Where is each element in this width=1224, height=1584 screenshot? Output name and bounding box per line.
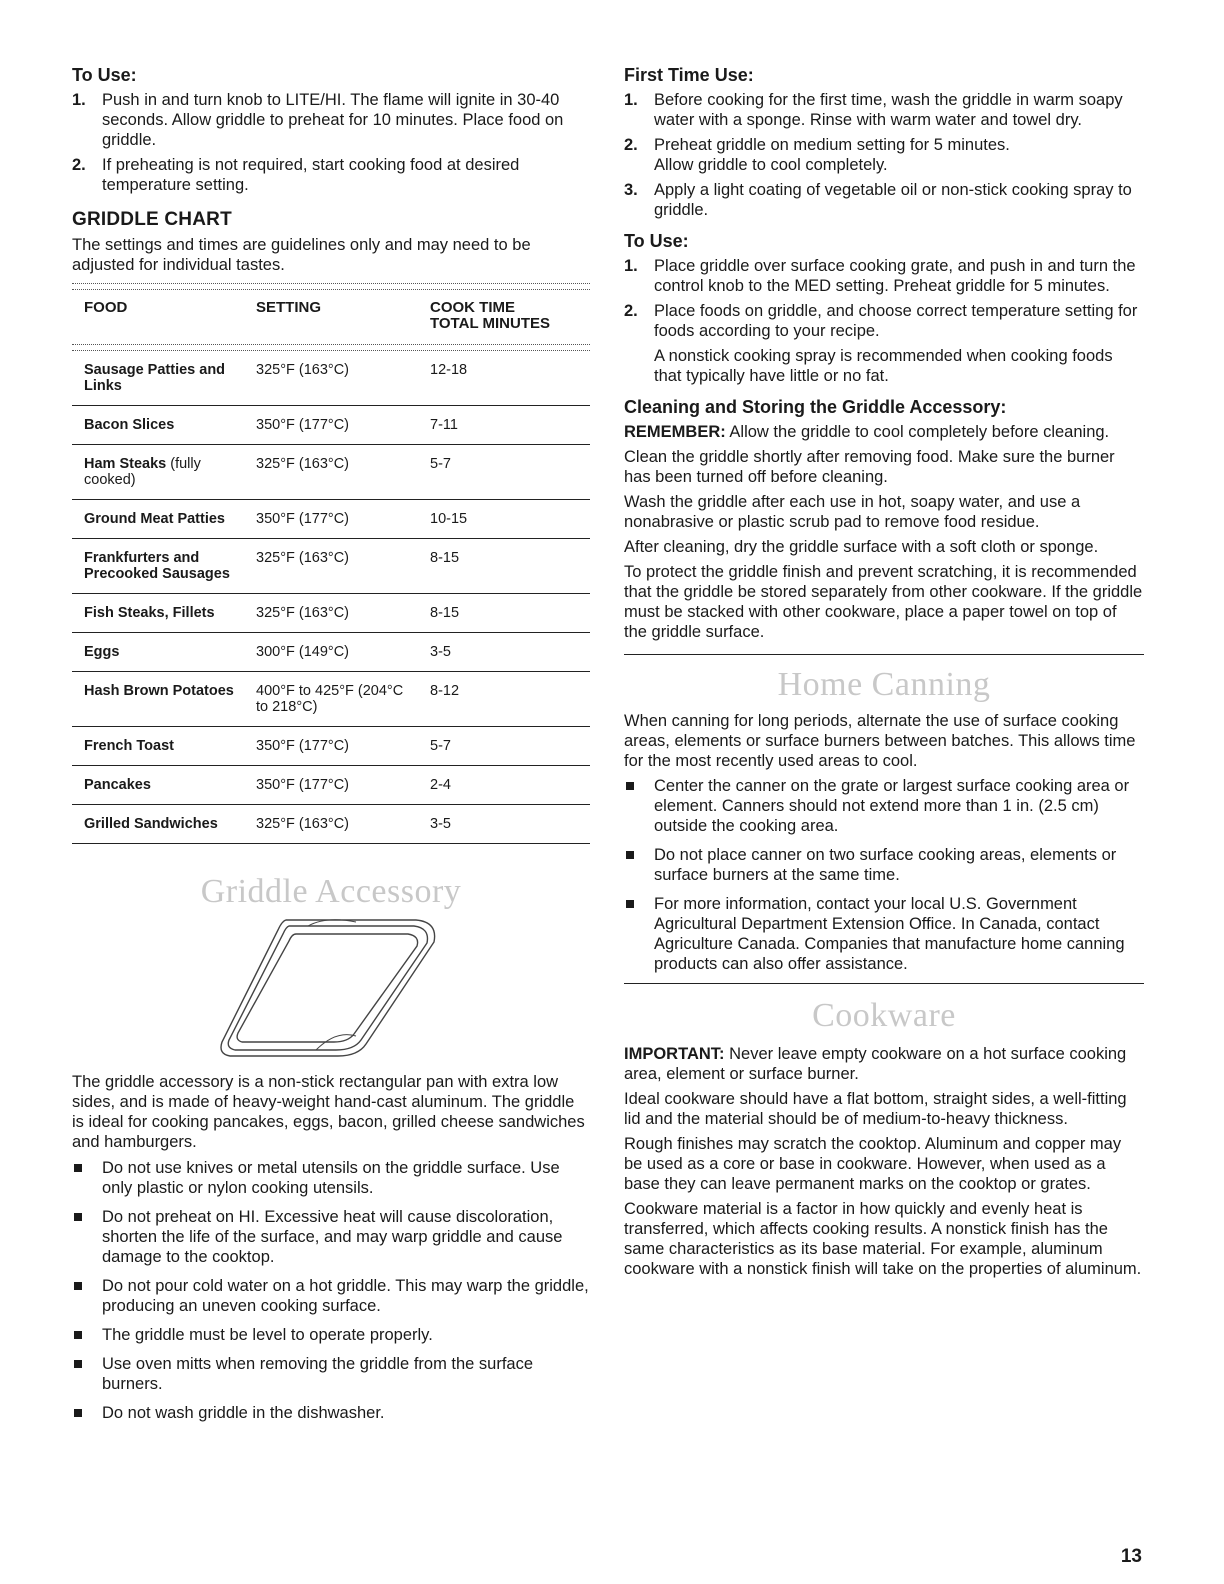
bullet-icon (626, 782, 634, 790)
list-item: 2. Preheat griddle on medium setting for 5 minutes. Allow griddle to cool completely. (624, 136, 1010, 174)
cleaning-paragraph: To protect the griddle finish and prevent scratching, it is recommended that the griddle be stored separately from other cookware. If the griddle must be stacked with other cookware, place a paper towel on top of the griddle surface. (624, 563, 1143, 641)
list-item: For more information, contact your local U.S. Government Agricultural Department Extension Office. In Canada, contact Agriculture Canada. Companies that manufacture home canning products can also offer assistance. (624, 894, 1144, 974)
cook-time-cell: 3-5 (414, 633, 590, 672)
bullet-icon (74, 1282, 82, 1290)
table-header-row (72, 290, 590, 344)
bullet-icon (626, 900, 634, 908)
bullet-icon (74, 1164, 82, 1172)
chart-header-rule (72, 344, 590, 351)
table-row (72, 672, 590, 727)
table-row (72, 594, 590, 633)
cook-time-cell: 7-11 (414, 406, 590, 445)
cook-time-cell: 8-15 (414, 539, 590, 594)
list-item: Do not pour cold water on a hot griddle. This may warp the griddle, producing an uneven cooking surface. (72, 1276, 590, 1316)
to-use-steps-right (624, 256, 1144, 386)
griddle-chart-heading: GRIDDLE CHART (72, 209, 232, 230)
list-item: 2. If preheating is not required, start cooking food at desired temperature setting. (72, 156, 520, 194)
cook-time-cell: 2-4 (414, 766, 590, 805)
home-canning-title: Home Canning (777, 666, 991, 703)
cleaning-heading: Cleaning and Storing the Griddle Accessory: (624, 397, 1007, 417)
setting-cell: 325°F (163°C) (244, 539, 414, 594)
list-item: Use oven mitts when removing the griddle from the surface burners. (72, 1354, 590, 1394)
list-item: Do not place canner on two surface cooking areas, elements or surface burners at the same time. (624, 845, 1144, 885)
table-row (72, 633, 590, 672)
list-item: Do not use knives or metal utensils on the griddle surface. Use only plastic or nylon cooking utensils. (72, 1158, 590, 1198)
bullet-icon (74, 1360, 82, 1368)
cook-time-cell: 10-15 (414, 500, 590, 539)
griddle-accessory-title: Griddle Accessory (200, 873, 462, 910)
cookware-paragraph: Ideal cookware should have a flat bottom, straight sides, a well-fitting lid and the material should be of medium-to-heavy thickness. (624, 1090, 1127, 1128)
cleaning-paragraph: Wash the griddle after each use in hot, soapy water, and use a nonabrasive or plastic scrub pad to remove food residue. (624, 493, 1081, 531)
list-item: Center the canner on the grate or largest surface cooking area or element. Canners should not extend more than 1 in. (2.5 cm) outside the cooking area. (624, 776, 1144, 836)
cook-time-cell: 3-5 (414, 805, 590, 844)
header-setting: SETTING (256, 299, 322, 316)
food-cell: Grilled Sandwiches (72, 805, 244, 844)
griddle-illustration (216, 912, 446, 1062)
setting-cell: 350°F (177°C) (244, 406, 414, 445)
food-cell: Ham Steaks (fully cooked) (72, 445, 244, 500)
cook-time-cell: 5-7 (414, 727, 590, 766)
griddle-chart-intro: The settings and times are guidelines only and may need to be adjusted for individual tastes. (72, 236, 531, 274)
chart-top-rule (72, 283, 590, 290)
cook-time-cell: 8-12 (414, 672, 590, 727)
right-column (624, 64, 1144, 1284)
to-use-heading-right: To Use: (624, 231, 689, 251)
cleaning-paragraph: Clean the griddle shortly after removing food. Make sure the burner has been turned off before cleaning. (624, 448, 1115, 486)
list-item: 1. Place griddle over surface cooking grate, and push in and turn the control knob to the MED setting. Preheat griddle for 5 minutes. (624, 257, 1136, 295)
table-row (72, 500, 590, 539)
table-row (72, 805, 590, 844)
food-cell: Frankfurters and Precooked Sausages (72, 539, 244, 594)
section-divider (624, 983, 1144, 984)
food-cell: Sausage Patties and Links (72, 351, 244, 406)
setting-cell: 325°F (163°C) (244, 805, 414, 844)
list-item: 1. Before cooking for the first time, wash the griddle in warm soapy water with a sponge. Rinse with warm water and towel dry. (624, 91, 1123, 129)
list-item: The griddle must be level to operate properly. (72, 1325, 590, 1345)
list-item: 3. Apply a light coating of vegetable oil or non-stick cooking spray to griddle. (624, 181, 1132, 219)
bullet-icon (74, 1213, 82, 1221)
list-item: Do not preheat on HI. Excessive heat will cause discoloration, shorten the life of the surface, and may warp griddle and cause damage to the cooktop. (72, 1207, 590, 1267)
setting-cell: 300°F (149°C) (244, 633, 414, 672)
table-row (72, 445, 590, 500)
setting-cell: 350°F (177°C) (244, 766, 414, 805)
home-canning-bullets (624, 776, 1144, 974)
to-use-heading: To Use: (72, 65, 137, 85)
food-cell: Eggs (72, 633, 244, 672)
food-cell: Bacon Slices (72, 406, 244, 445)
left-column (72, 64, 590, 1432)
griddle-chart-table (72, 290, 590, 344)
griddle-accessory-bullets (72, 1158, 590, 1423)
griddle-accessory-intro: The griddle accessory is a non-stick rectangular pan with extra low sides, and is made of heavy-weight hand-cast aluminum. The griddle is ideal for cooking pancakes, eggs, bacon, grilled cheese sandwiches and hamburgers. (72, 1073, 585, 1151)
cook-time-cell: 12-18 (414, 351, 590, 406)
table-row (72, 351, 590, 406)
setting-cell: 325°F (163°C) (244, 445, 414, 500)
food-cell: Pancakes (72, 766, 244, 805)
cookware-paragraph: Cookware material is a factor in how quickly and evenly heat is transferred, which affects cooking results. A nonstick finish has the same characteristics as its base material. For example, aluminum cookware with a nonstick finish will take on the properties of aluminum. (624, 1200, 1142, 1278)
setting-cell: 325°F (163°C) (244, 594, 414, 633)
list-item: 1. Push in and turn knob to LITE/HI. The flame will ignite in 30-40 seconds. Allow griddle to preheat for 10 minutes. Place food on griddle. (72, 91, 564, 149)
first-time-use-steps (624, 90, 1144, 220)
list-item: Do not wash griddle in the dishwasher. (72, 1403, 590, 1423)
page-number: 13 (1120, 1546, 1142, 1567)
home-canning-intro: When canning for long periods, alternate the use of surface cooking areas, elements or surface burners between batches. This allows time for the most recently used areas to cool. (624, 712, 1136, 770)
setting-cell: 400°F to 425°F (204°C to 218°C) (244, 672, 414, 727)
griddle-chart-body (72, 351, 590, 844)
food-cell: Fish Steaks, Fillets (72, 594, 244, 633)
cookware-title: Cookware (812, 997, 956, 1034)
cleaning-remember: REMEMBER: Allow the griddle to cool completely before cleaning. (624, 423, 1110, 441)
header-cook-time: COOK TIME TOTAL MINUTES (430, 299, 550, 332)
section-divider (624, 654, 1144, 655)
bullet-icon (626, 851, 634, 859)
food-cell: Hash Brown Potatoes (72, 672, 244, 727)
table-row (72, 539, 590, 594)
setting-cell: 350°F (177°C) (244, 500, 414, 539)
table-row (72, 727, 590, 766)
cookware-important: IMPORTANT: Never leave empty cookware on a hot surface cooking area, element or surface burner. (624, 1045, 1127, 1083)
list-item: 2. Place foods on griddle, and choose correct temperature setting for foods according to your recipe. A nonstick cooking spray is recommended when cooking foods that typically have little or no fat. (624, 302, 1138, 385)
table-row (72, 766, 590, 805)
setting-cell: 350°F (177°C) (244, 727, 414, 766)
food-cell: Ground Meat Patties (72, 500, 244, 539)
cleaning-paragraph: After cleaning, dry the griddle surface with a soft cloth or sponge. (624, 538, 1099, 556)
food-cell: French Toast (72, 727, 244, 766)
cookware-paragraph: Rough finishes may scratch the cooktop. Aluminum and copper may be used as a core or base in cookware. However, when used as a base they can leave permanent marks on the cooktop or grates. (624, 1135, 1122, 1193)
setting-cell: 325°F (163°C) (244, 351, 414, 406)
header-food: FOOD (84, 299, 128, 316)
cook-time-cell: 5-7 (414, 445, 590, 500)
bullet-icon (74, 1331, 82, 1339)
table-row (72, 406, 590, 445)
to-use-steps (72, 90, 590, 195)
first-time-use-heading: First Time Use: (624, 65, 754, 85)
bullet-icon (74, 1409, 82, 1417)
cook-time-cell: 8-15 (414, 594, 590, 633)
